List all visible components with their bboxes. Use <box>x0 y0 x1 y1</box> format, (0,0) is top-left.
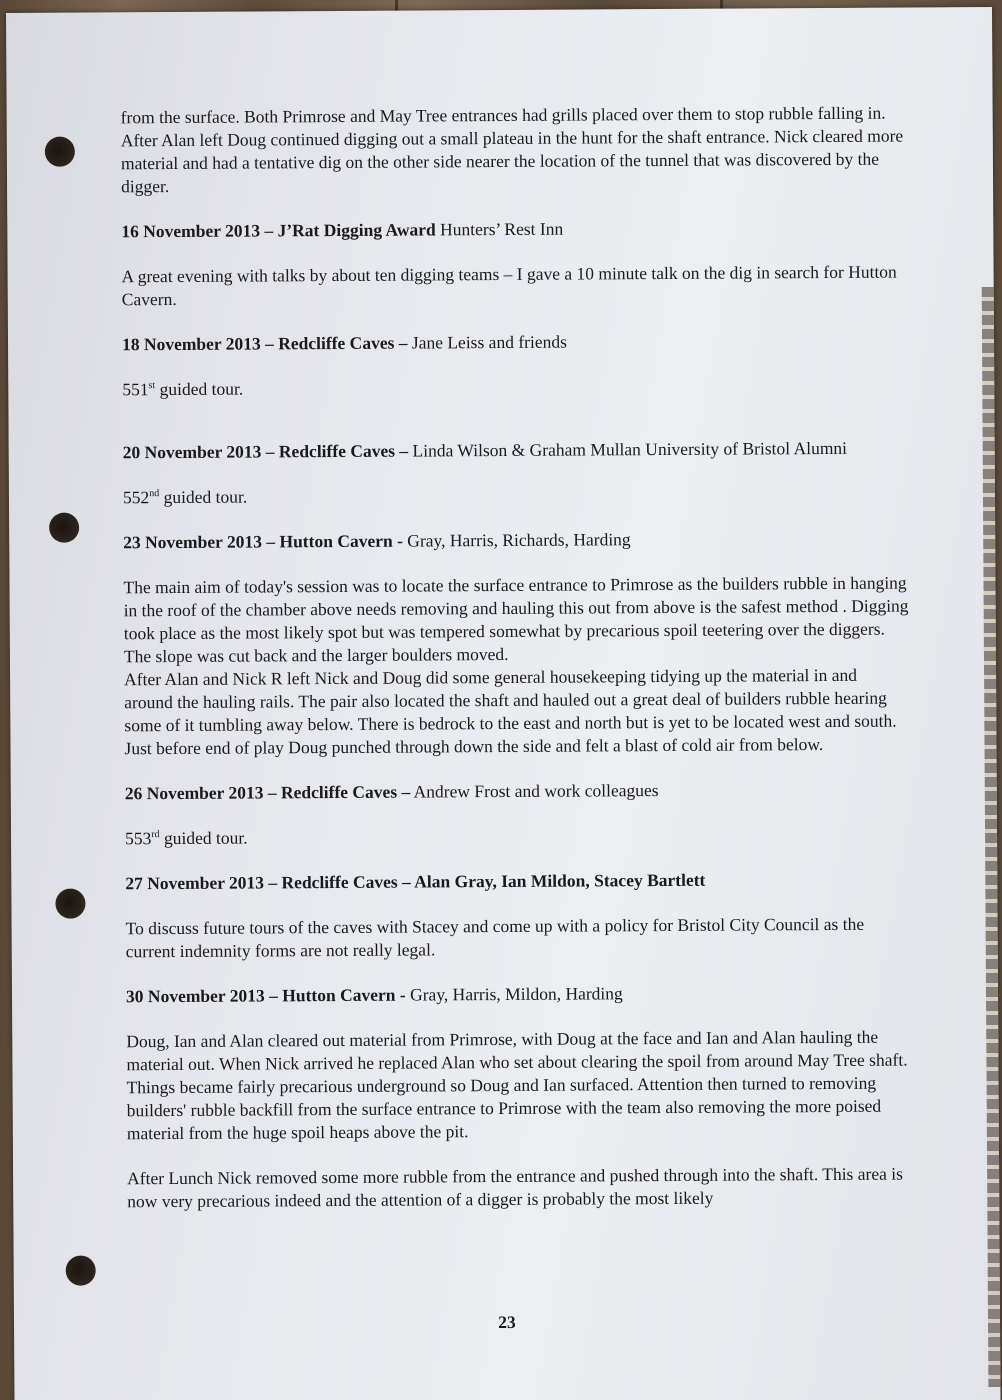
punch-hole <box>49 513 79 543</box>
entry-body: Doug, Ian and Alan cleared out material from Primrose, with Doug at the face and Ian and Alan hauling the material out. When Nick arrived he replaced Alan who set about clearing the spoil from around May Tree shaft. Things became fairly precarious underground so Doug and Ian surfaced. Attention then turned to removing builders' rubble backfill from the surface entrance to Primrose with the team also removing the more poised material from the huge spoil heaps above the pit. <box>126 1026 908 1144</box>
page-number: 23 <box>498 1311 516 1333</box>
entry-heading <box>123 527 908 555</box>
entry-tour <box>122 374 907 402</box>
entry-tour <box>125 823 910 851</box>
entry-details: Linda Wilson & Graham Mullan University of Bristol Alumni <box>408 437 848 461</box>
punch-hole <box>55 889 85 919</box>
entry-date-title: 20 November 2013 – Redcliffe Caves – <box>122 440 409 463</box>
entry-heading <box>122 329 907 357</box>
entry-date-title: 18 November 2013 – Redcliffe Caves – <box>121 332 408 355</box>
tour-text: guided tour. <box>155 378 244 400</box>
entry-date-title: 30 November 2013 – Hutton Cavern - <box>125 984 406 1007</box>
tour-suffix: rd <box>151 829 160 841</box>
entry-date-title: 16 November 2013 – J’Rat Digging Award <box>121 219 436 242</box>
tour-suffix: nd <box>149 488 160 500</box>
entry-body: The main aim of today's session was to locate the surface entrance to Primrose as the builders rubble in hanging in the roof of the chamber above needs removing and hauling this out from above is the safest method . Digging took place as the most likely spot but was tempered somewhat by precarious spoil teetering over the diggers. The slope was cut back and the larger boulders moved. <box>123 572 909 667</box>
entry-heading <box>125 868 910 896</box>
entry-body: After Alan and Nick R left Nick and Doug did some general housekeeping tidying up the material in and around the hauling rails. The pair also located the shaft and hauled out a great deal of builders rubble hearing some of it tumbling away below. There is bedrock to the east and north but is yet to be located west and south. Just before end of play Doug punched through down the side and felt a blast of cold air from below. <box>124 664 897 759</box>
tour-suffix: st <box>148 380 156 392</box>
entry-details: Hunters’ Rest Inn <box>435 218 564 240</box>
document-body <box>121 102 913 1214</box>
tour-number: 553 <box>124 828 152 849</box>
entry-details: Gray, Harris, Richards, Harding <box>402 529 631 551</box>
tour-text: guided tour. <box>159 486 248 508</box>
document-page <box>6 7 1001 1400</box>
entry-heading <box>123 437 908 465</box>
entry-details: Jane Leiss and friends <box>407 331 567 353</box>
tour-text: guided tour. <box>159 827 248 849</box>
punch-hole <box>45 137 75 167</box>
entry-date-title: 23 November 2013 – Hutton Cavern - <box>123 530 403 553</box>
entry-heading <box>126 981 911 1009</box>
entry-date-title: 26 November 2013 – Redcliffe Caves – <box>124 781 411 804</box>
entry-details: Andrew Frost and work colleagues <box>410 780 659 802</box>
tour-number: 551 <box>122 379 149 400</box>
opening-paragraph: from the surface. Both Primrose and May Tree entrances had grills placed over them to stop rubble falling in. After Alan left Doug continued digging out a small plateau in the hunt for the shaft entrance. Nick cleared more material and had a tentative dig on the other side nearer the location of the tunnel that was discovered by the digger. <box>120 102 904 197</box>
entry-heading <box>125 778 910 806</box>
entry-body: After Lunch Nick removed some more rubble from the entrance and pushed through into the shaft. This area is now very precarious indeed and the attention of a digger is probably the most likely <box>127 1163 903 1212</box>
entry-body: To discuss future tours of the caves with Stacey and come up with a policy for Bristol City Council as the current indemnity forms are not really legal. <box>125 913 865 962</box>
entry-details: Gray, Harris, Mildon, Harding <box>405 983 623 1005</box>
entry-heading <box>121 216 906 244</box>
tour-number: 552 <box>122 487 150 508</box>
entry-date-title: 27 November 2013 – Redcliffe Caves – Alan Gray, Ian Mildon, Stacey Bartlett <box>125 869 706 894</box>
punch-hole <box>66 1255 96 1285</box>
entry-tour <box>123 482 908 510</box>
entry-body: A great evening with talks by about ten digging teams – I gave a 10 minute talk on the dig in search for Hutton Cavern. <box>121 261 897 310</box>
